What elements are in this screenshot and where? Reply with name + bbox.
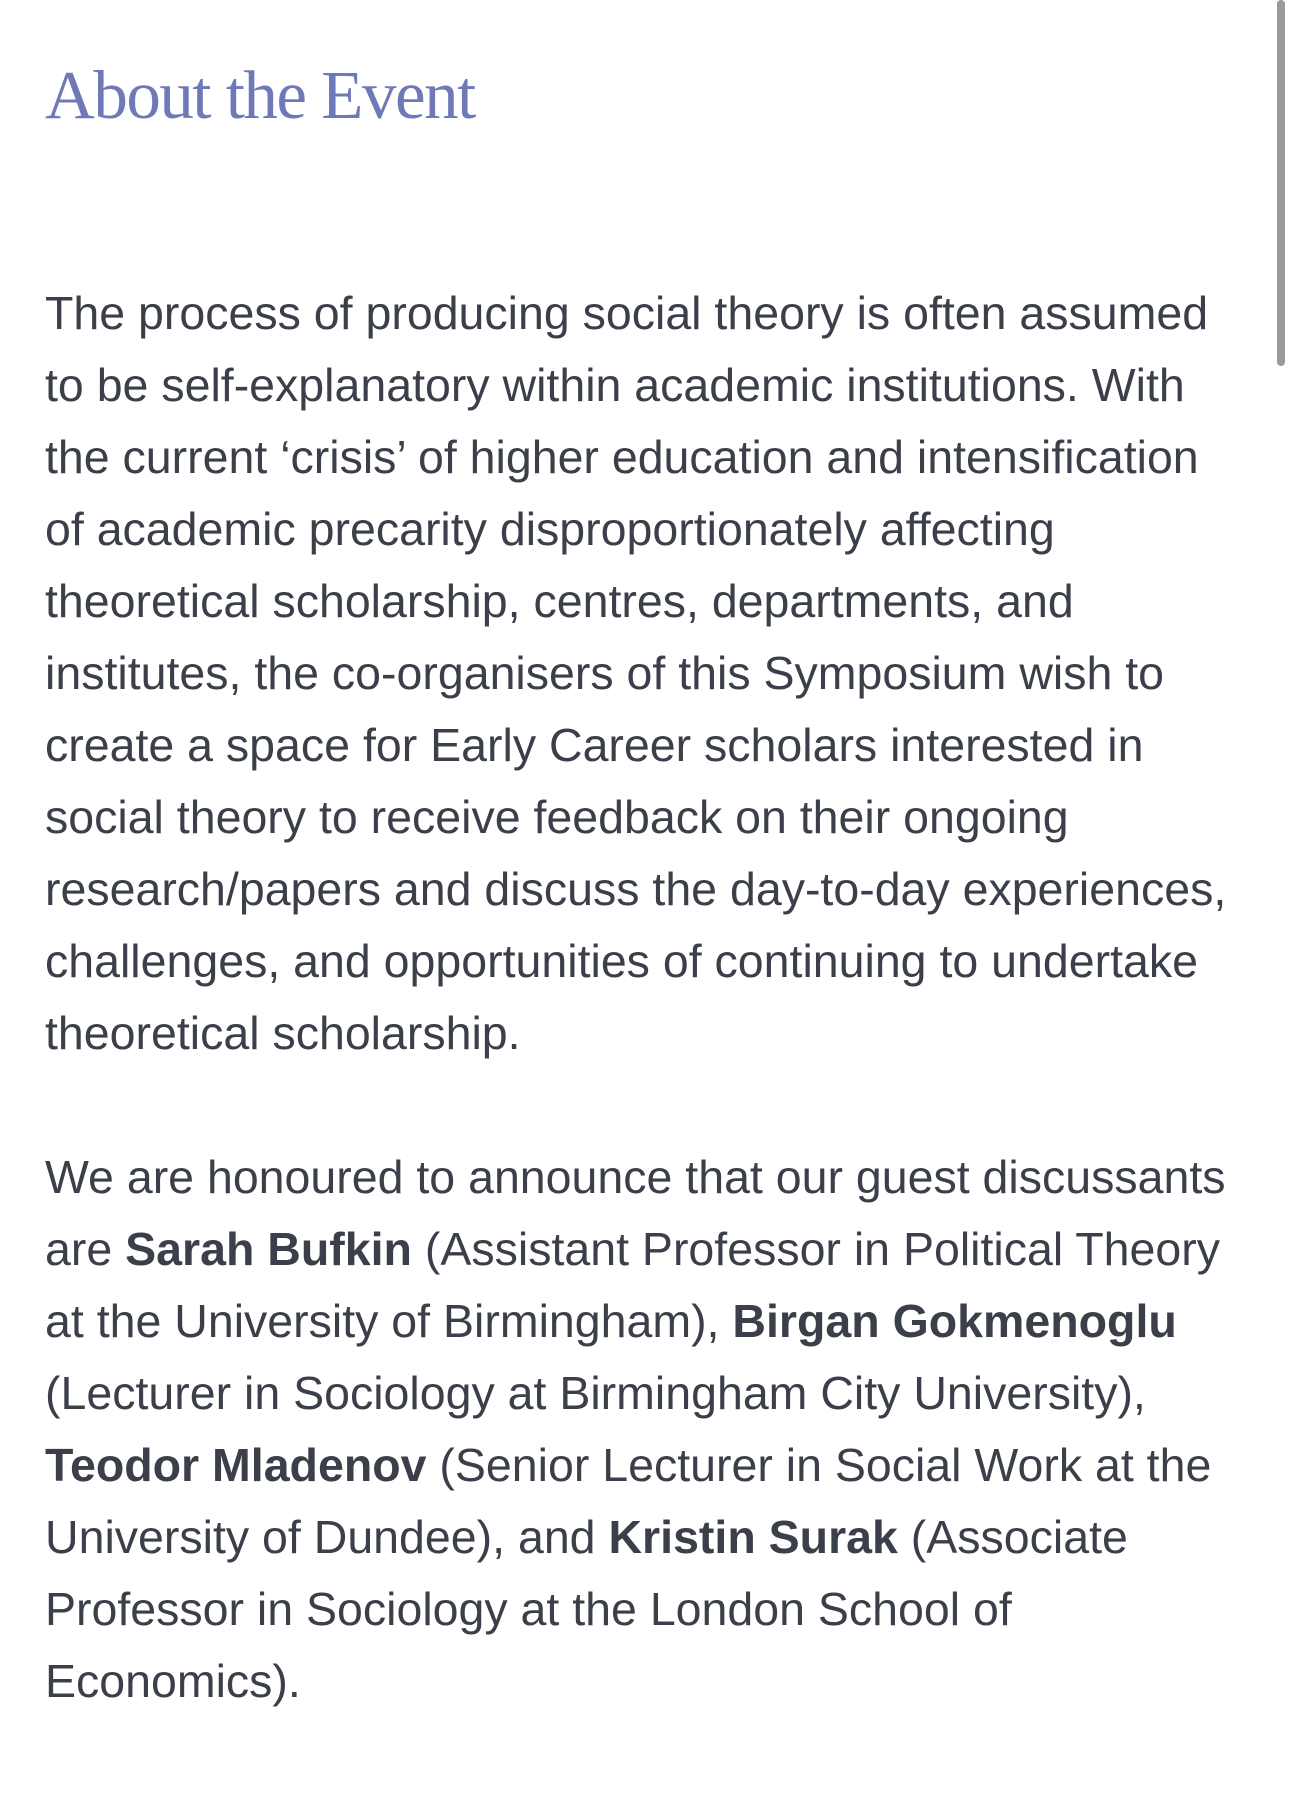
discussant-name: Sarah Bufkin <box>125 1223 412 1275</box>
intro-paragraph: The process of producing social theory is often assumed to be self-explanatory within academic institutions. With the current ‘crisis’ of higher education and intensification of academic precarity disproportionately affecting theoretical scholarship, centres, departments, and institutes, the co-organisers of this Symposium wish to create a space for Early Career scholars interested in social theory to receive feedback on their ongoing research/papers and discuss the day-to-day experiences, challenges, and opportunities of continuing to undertake theoretical scholarship. <box>45 287 1227 1059</box>
article-content <box>45 0 1245 1717</box>
discussant-role: (Lecturer in Sociology at Birmingham City University), <box>45 1367 1146 1419</box>
discussant-role: (Assistant Professor in Political Theory at the University of Birmingham), <box>45 1223 1220 1347</box>
announcement-conjunction: and <box>517 1511 609 1563</box>
discussant-name: Birgan Gokmenoglu <box>732 1295 1177 1347</box>
discussant-role: (Associate Professor in Sociology at the London School of Economics). <box>45 1511 1128 1707</box>
announcement-paragraph <box>45 1141 1245 1717</box>
page-title: About the Event <box>45 57 475 133</box>
discussant-role: (Senior Lecturer in Social Work at the University of Dundee), <box>45 1439 1212 1563</box>
discussant-name: Teodor Mladenov <box>45 1439 427 1491</box>
discussant-name: Kristin Surak <box>608 1511 898 1563</box>
vertical-scrollbar[interactable] <box>1277 0 1285 366</box>
announcement-lead: We are honoured to announce that our guest discussants are <box>45 1151 1226 1275</box>
